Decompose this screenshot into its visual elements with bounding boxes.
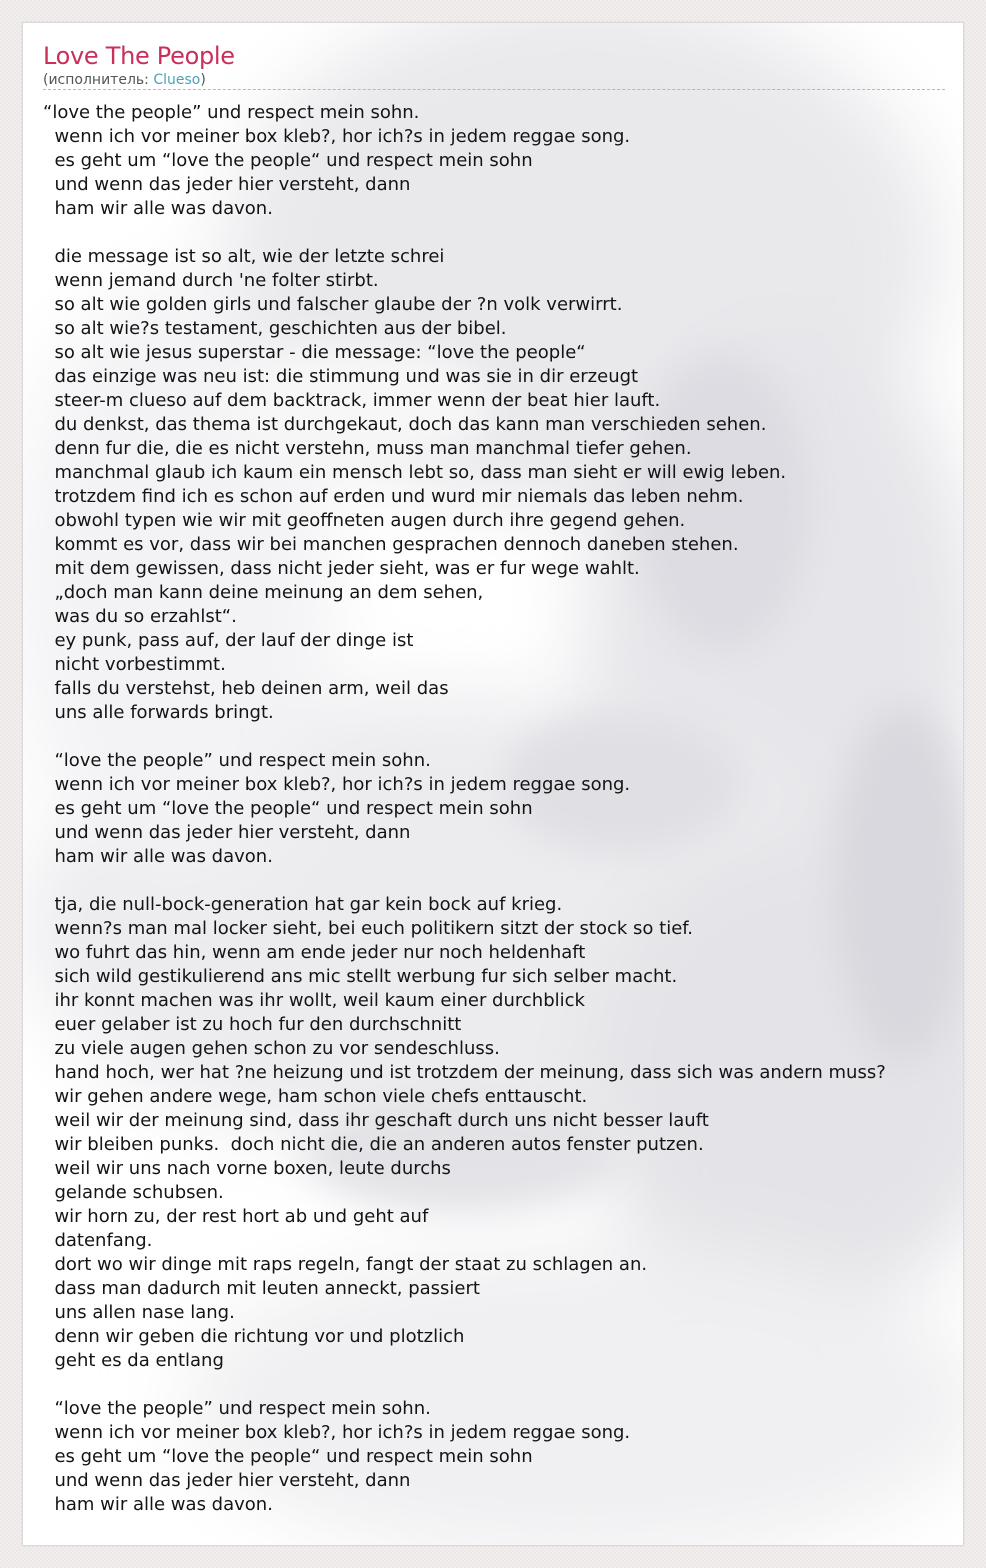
lyrics-line: “love the people” und respect mein sohn. [43, 1398, 431, 1419]
lyrics-line: es geht um “love the people“ und respect mein sohn [43, 150, 533, 171]
lyrics-line: ihr konnt machen was ihr wollt, weil kaum einer durchblick [43, 990, 585, 1011]
lyrics-line: wo fuhrt das hin, wenn am ende jeder nur noch heldenhaft [43, 942, 586, 963]
lyrics-line: wenn ich vor meiner box kleb?, hor ich?s in jedem reggae song. [43, 126, 631, 147]
lyrics-line [43, 1373, 964, 1397]
lyrics-line: gelande schubsen. [43, 1182, 224, 1203]
lyrics-card [22, 22, 964, 1546]
lyrics-line: wenn jemand durch 'ne folter stirbt. [43, 270, 379, 291]
lyrics-line: falls du verstehst, heb deinen arm, weil das [43, 678, 449, 699]
lyrics-line: steer-m clueso auf dem backtrack, immer wenn der beat hier lauft. [43, 390, 661, 411]
lyrics-line: euer gelaber ist zu hoch fur den durchschnitt [43, 1014, 462, 1035]
lyrics-line: „doch man kann deine meinung an dem sehen, [43, 582, 484, 603]
lyrics-line: ham wir alle was davon. [43, 1494, 273, 1515]
lyrics-line: “love the people” und respect mein sohn. [43, 750, 431, 771]
lyrics-line: es geht um “love the people“ und respect mein sohn [43, 798, 533, 819]
lyrics-line: “love the people” und respect mein sohn. [43, 102, 420, 123]
lyrics-text [43, 101, 964, 1517]
lyrics-line: wenn ich vor meiner box kleb?, hor ich?s in jedem reggae song. [43, 1422, 631, 1443]
lyrics-line: die message ist so alt, wie der letzte schrei [43, 246, 445, 267]
lyrics-line: ey punk, pass auf, der lauf der dinge ist [43, 630, 414, 651]
lyrics-line: es geht um “love the people“ und respect mein sohn [43, 1446, 533, 1467]
lyrics-line: sich wild gestikulierend ans mic stellt werbung fur sich selber macht. [43, 966, 678, 987]
lyrics-line: und wenn das jeder hier versteht, dann [43, 174, 411, 195]
lyrics-line: so alt wie?s testament, geschichten aus der bibel. [43, 318, 507, 339]
lyrics-line: ham wir alle was davon. [43, 198, 273, 219]
lyrics-line: wir horn zu, der rest hort ab und geht auf [43, 1206, 429, 1227]
lyrics-line: wir bleiben punks. doch nicht die, die an anderen autos fenster putzen. [43, 1134, 704, 1155]
lyrics-line: tja, die null-bock-generation hat gar kein bock auf krieg. [43, 894, 563, 915]
lyrics-line: das einzige was neu ist: die stimmung und was sie in dir erzeugt [43, 366, 639, 387]
lyrics-line [43, 221, 964, 245]
song-title: Love The People [43, 42, 235, 70]
lyrics-line: zu viele augen gehen schon zu vor sendeschluss. [43, 1038, 500, 1059]
lyrics-line: datenfang. [43, 1230, 153, 1251]
artist-link[interactable]: Clueso [153, 72, 201, 88]
lyrics-line: ham wir alle was davon. [43, 846, 273, 867]
lyrics-line: trotzdem find ich es schon auf erden und wurd mir niemals das leben nehm. [43, 486, 744, 507]
lyrics-line: wenn?s man mal locker sieht, bei euch politikern sitzt der stock so tief. [43, 918, 694, 939]
lyrics-line: und wenn das jeder hier versteht, dann [43, 822, 411, 843]
lyrics-line: so alt wie jesus superstar - die message: “love the people“ [43, 342, 586, 363]
lyrics-line [43, 725, 964, 749]
lyrics-line: so alt wie golden girls und falscher glaube der ?n volk verwirrt. [43, 294, 623, 315]
artist-suffix: ) [200, 72, 206, 88]
lyrics-content [23, 23, 964, 1546]
lyrics-line: was du so erzahlst“. [43, 606, 237, 627]
title-divider [43, 89, 945, 90]
lyrics-line: kommt es vor, dass wir bei manchen gesprachen dennoch daneben stehen. [43, 534, 739, 555]
lyrics-line: mit dem gewissen, dass nicht jeder sieht, was er fur wege wahlt. [43, 558, 640, 579]
artist-line [43, 71, 206, 89]
artist-prefix: (исполнитель: [43, 72, 154, 88]
lyrics-line: denn fur die, die es nicht verstehn, muss man manchmal tiefer gehen. [43, 438, 692, 459]
lyrics-line: geht es da entlang [43, 1350, 224, 1371]
lyrics-line: denn wir geben die richtung vor und plotzlich [43, 1326, 465, 1347]
lyrics-line: uns allen nase lang. [43, 1302, 235, 1323]
lyrics-line: obwohl typen wie wir mit geoffneten augen durch ihre gegend gehen. [43, 510, 686, 531]
lyrics-line [43, 869, 964, 893]
lyrics-line: du denkst, das thema ist durchgekaut, doch das kann man verschieden sehen. [43, 414, 767, 435]
lyrics-line: uns alle forwards bringt. [43, 702, 274, 723]
lyrics-line: dort wo wir dinge mit raps regeln, fangt der staat zu schlagen an. [43, 1254, 648, 1275]
lyrics-line: manchmal glaub ich kaum ein mensch lebt so, dass man sieht er will ewig leben. [43, 462, 787, 483]
lyrics-line: weil wir uns nach vorne boxen, leute durchs [43, 1158, 451, 1179]
lyrics-line: wenn ich vor meiner box kleb?, hor ich?s in jedem reggae song. [43, 774, 631, 795]
lyrics-line: dass man dadurch mit leuten anneckt, passiert [43, 1278, 480, 1299]
lyrics-line: weil wir der meinung sind, dass ihr geschaft durch uns nicht besser lauft [43, 1110, 709, 1131]
lyrics-line: nicht vorbestimmt. [43, 654, 226, 675]
lyrics-line: hand hoch, wer hat ?ne heizung und ist trotzdem der meinung, dass sich was andern muss? [43, 1062, 886, 1083]
lyrics-line: wir gehen andere wege, ham schon viele chefs enttauscht. [43, 1086, 588, 1107]
lyrics-line: und wenn das jeder hier versteht, dann [43, 1470, 411, 1491]
